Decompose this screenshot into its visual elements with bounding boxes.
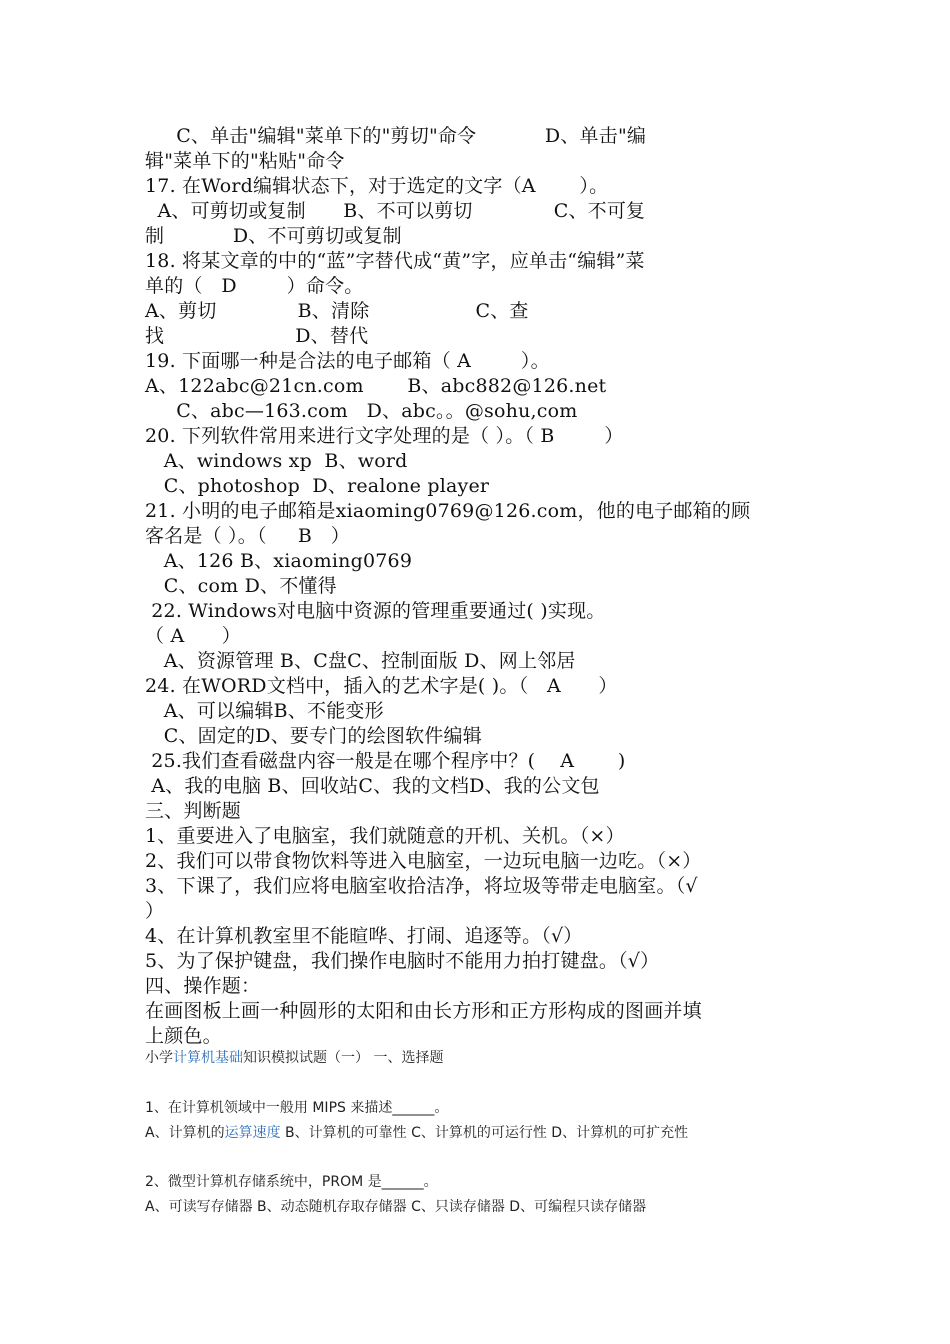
question-18: 18. 将某文章的中的“蓝”字替代成“黄”字，应单击“编辑”菜 xyxy=(145,250,645,272)
text-line: A、资源管理 B、C盘C、控制面版 D、网上邻居 xyxy=(145,650,576,672)
question-22: 22. Windows对电脑中资源的管理重要通过( )实现。 xyxy=(145,600,606,622)
section-title xyxy=(145,1048,815,1068)
text-line: C、abc—163.com D、abc。。@sohu,com xyxy=(145,400,578,422)
text-line: 辑"菜单下的"粘贴"命令 xyxy=(145,150,345,172)
text-line: 制 D、不可剪切或复制 xyxy=(145,225,402,247)
text-line: 单的（ D ）命令。 xyxy=(145,275,364,297)
title-text: 知识模拟试题（一） 一、选择题 xyxy=(243,1050,444,1066)
option-text: A、计算机的 xyxy=(145,1125,225,1141)
question-2-options: A、可读写存储器 B、动态随机存取存储器 C、只读存储器 D、可编程只读存储器 xyxy=(145,1199,647,1215)
computer-basics-link[interactable]: 计算机基础 xyxy=(173,1050,243,1066)
question-21: 21. 小明的电子邮箱是xiaoming0769@126.com，他的电子邮箱的顾 xyxy=(145,500,751,522)
judgement-item: 5、为了保护键盘，我们操作电脑时不能用力拍打键盘。（√） xyxy=(145,950,660,972)
question-19: 19. 下面哪一种是合法的电子邮箱（ A ）。 xyxy=(145,350,550,372)
text-line: 客名是（ ）。（ B ） xyxy=(145,525,350,547)
question-25: 25.我们查看磁盘内容一般是在哪个程序中？( A ) xyxy=(145,750,626,772)
question-24: 24. 在WORD文档中，插入的艺术字是( )。（ A ） xyxy=(145,675,618,697)
question-1-options xyxy=(145,1123,815,1143)
text-line: C、固定的D、要专门的绘图软件编辑 xyxy=(145,725,482,747)
text-line: A、剪切 B、清除 C、查 xyxy=(145,300,529,322)
text-line: A、可剪切或复制 B、不可以剪切 C、不可复 xyxy=(145,200,646,222)
text-line: A、122abc@21cn.com B、abc882@126.net xyxy=(145,375,607,397)
judgement-item: 3、下课了，我们应将电脑室收拾洁净，将垃圾等带走电脑室。（√ xyxy=(145,875,698,897)
text-line: （ A ） xyxy=(145,625,241,647)
text-line: A、我的电脑 B、回收站C、我的文档D、我的公文包 xyxy=(145,775,600,797)
question-1: 1、在计算机领域中一般用 MIPS 来描述______。 xyxy=(145,1100,449,1116)
text-line: A、windows xp B、word xyxy=(145,450,408,472)
judgement-item: 2、我们可以带食物饮料等进入电脑室，一边玩电脑一边吃。（×） xyxy=(145,850,702,872)
question-17: 17. 在Word编辑状态下，对于选定的文字（A ）。 xyxy=(145,175,609,197)
text-line: 上颜色。 xyxy=(145,1025,222,1047)
computing-speed-link[interactable]: 运算速度 xyxy=(224,1125,281,1141)
question-2: 2、微型计算机存储系统中，PROM 是______。 xyxy=(145,1174,438,1190)
text-line: C、com D、不懂得 xyxy=(145,575,337,597)
question-20: 20. 下列软件常用来进行文字处理的是（ ）。（ B ） xyxy=(145,425,624,447)
judgement-item: 1、重要进入了电脑室，我们就随意的开机、关机。（×） xyxy=(145,825,625,847)
text-line: A、126 B、xiaoming0769 xyxy=(145,550,413,572)
text-line: A、可以编辑B、不能变形 xyxy=(145,700,384,722)
text-line: C、单击"编辑"菜单下的"剪切"命令 D、单击"编 xyxy=(145,125,647,147)
section-heading-operation: 四、操作题： xyxy=(145,975,261,997)
option-text: B、计算机的可靠性 C、计算机的可运行性 D、计算机的可扩充性 xyxy=(280,1125,689,1141)
judgement-item: 4、在计算机教室里不能暄哗、打闹、追逐等。（√） xyxy=(145,925,583,947)
text-line: C、photoshop D、realone player xyxy=(145,475,490,497)
text-line: 找 D、替代 xyxy=(145,325,369,347)
title-text: 小学 xyxy=(145,1050,173,1066)
text-line: ） xyxy=(145,900,165,922)
section-heading-judgement: 三、判断题 xyxy=(145,800,242,822)
operation-task: 在画图板上画一种圆形的太阳和由长方形和正方形构成的图画并填 xyxy=(145,1000,702,1022)
